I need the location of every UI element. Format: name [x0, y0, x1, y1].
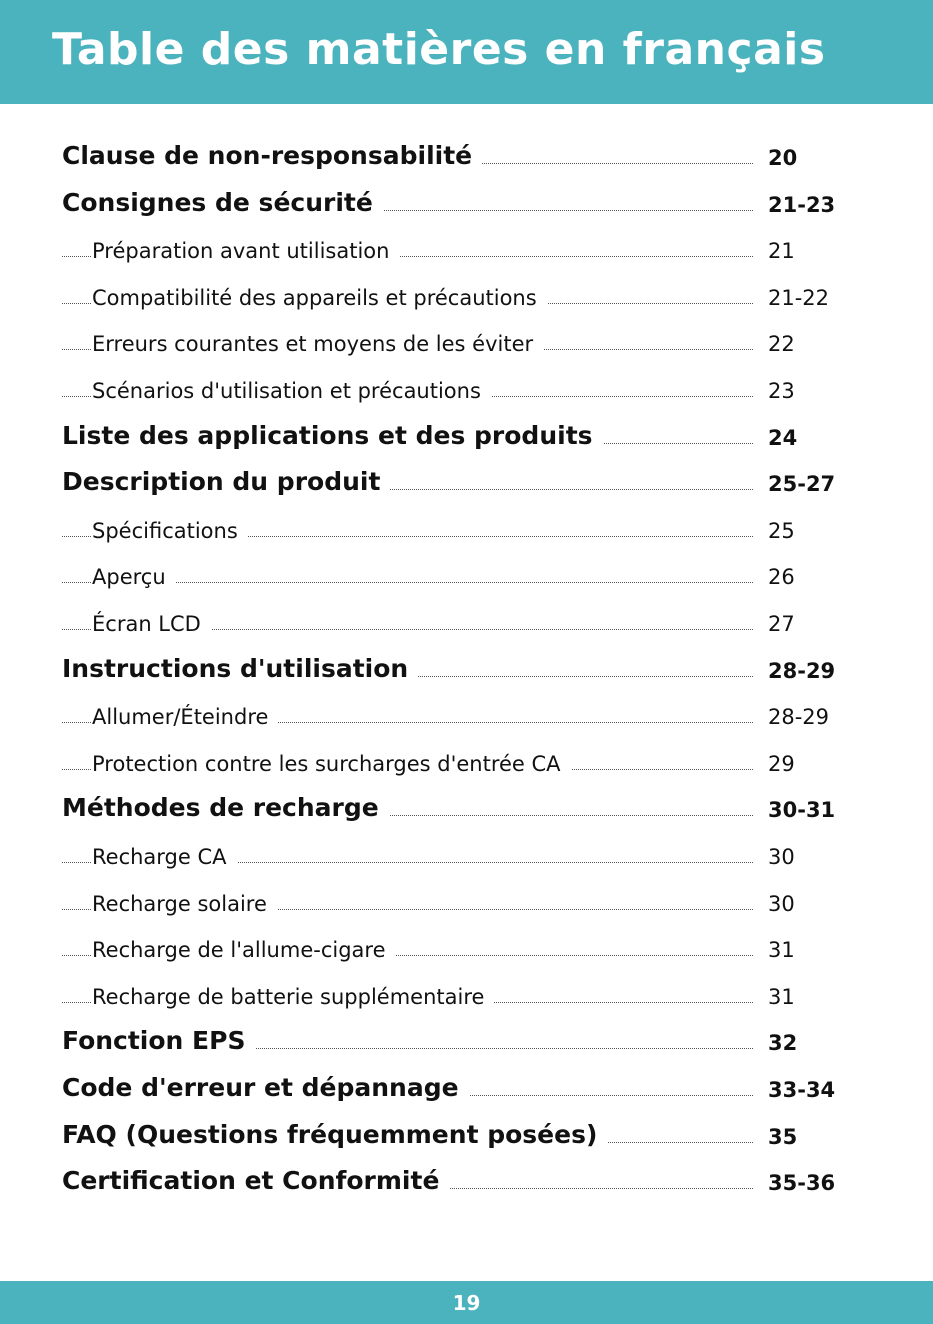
toc-entry[interactable]: [0, 888, 933, 918]
toc-subsection-title: Préparation avant utilisation: [92, 239, 399, 263]
toc-page-number: 30: [768, 891, 795, 916]
page-title: Table des matières en français: [52, 24, 826, 75]
toc-section-title: Clause de non-responsabilité: [62, 141, 482, 170]
toc-entry[interactable]: [0, 1074, 933, 1104]
toc-subsection-title: Scénarios d'utilisation et précautions: [92, 379, 491, 403]
toc-page-number: 22: [768, 332, 795, 357]
toc-section-title: Liste des applications et des produits: [62, 421, 603, 450]
toc-entry[interactable]: [0, 142, 933, 172]
toc-subsection-title: Protection contre les surcharges d'entrée CA: [92, 752, 571, 776]
header-bar: [0, 0, 933, 104]
toc-entry[interactable]: [0, 1027, 933, 1057]
toc-entry[interactable]: [0, 934, 933, 964]
toc-subsection-title: Spécifications: [92, 519, 248, 543]
toc-section-title: Description du produit: [62, 467, 390, 496]
toc-page-number: 25: [768, 518, 795, 543]
toc-page-number: 27: [768, 612, 795, 636]
toc-entry[interactable]: [0, 235, 933, 265]
toc-entry[interactable]: [0, 981, 933, 1011]
toc-page-number: 32: [768, 1031, 798, 1056]
toc-page-number: 21: [768, 239, 795, 264]
toc-entry[interactable]: [0, 608, 933, 638]
toc-subsection-title: Recharge solaire: [92, 892, 277, 916]
toc-section-title: Certification et Conformité: [62, 1166, 449, 1195]
toc-page-number: 25-27: [768, 472, 836, 497]
toc-entry[interactable]: [0, 841, 933, 871]
toc-page-number: 29: [768, 751, 795, 776]
toc-entry[interactable]: [0, 701, 933, 731]
toc-section-title: Méthodes de recharge: [62, 793, 389, 822]
toc-entry[interactable]: [0, 282, 933, 312]
toc-entry[interactable]: [0, 748, 933, 778]
toc-section-title: FAQ (Questions fréquemment posées): [62, 1120, 607, 1149]
toc-subsection-title: Allumer/Éteindre: [92, 705, 278, 729]
toc-page-number: 31: [768, 984, 795, 1009]
toc-entry[interactable]: [0, 655, 933, 685]
toc-entry[interactable]: [0, 515, 933, 545]
toc-subsection-title: Recharge CA: [92, 845, 237, 869]
toc-entry[interactable]: [0, 1121, 933, 1151]
toc-page-number: 24: [768, 425, 798, 450]
toc-section-title: Instructions d'utilisation: [62, 654, 418, 683]
toc-page-number: 23: [768, 379, 795, 403]
toc-entry[interactable]: [0, 1167, 933, 1197]
toc-page-number: 35-36: [768, 1171, 836, 1196]
page-number: 19: [452, 1291, 481, 1315]
toc-page-number: 30-31: [768, 798, 836, 823]
toc-page-number: 30: [768, 845, 795, 869]
toc-page-number: 35: [768, 1124, 798, 1149]
toc-page-number: 26: [768, 565, 795, 590]
toc-subsection-title: Recharge de l'allume-cigare: [92, 938, 396, 962]
footer-bar: [0, 1281, 933, 1324]
toc-subsection-title: Écran LCD: [92, 612, 211, 636]
toc-page-number: 28-29: [768, 658, 836, 683]
toc-subsection-title: Aperçu: [92, 565, 176, 589]
toc-subsection-title: Compatibilité des appareils et précautions: [92, 286, 547, 310]
toc-entry[interactable]: [0, 794, 933, 824]
toc-subsection-title: Recharge de batterie supplémentaire: [92, 985, 494, 1009]
toc-page-number: 21-23: [768, 192, 836, 217]
toc-entry[interactable]: [0, 468, 933, 498]
toc-subsection-title: Erreurs courantes et moyens de les éviter: [92, 332, 543, 356]
toc-section-title: Code d'erreur et dépannage: [62, 1073, 469, 1102]
toc-page-number: 28-29: [768, 705, 830, 730]
toc-section-title: Consignes de sécurité: [62, 188, 383, 217]
toc-entry[interactable]: [0, 328, 933, 358]
toc-page-number: 20: [768, 146, 798, 170]
toc-entry[interactable]: [0, 561, 933, 591]
toc-entry[interactable]: [0, 189, 933, 219]
toc-page-number: 21-22: [768, 285, 830, 310]
toc-entry[interactable]: [0, 422, 933, 452]
toc-page-number: 33-34: [768, 1078, 836, 1102]
toc-section-title: Fonction EPS: [62, 1026, 255, 1055]
toc-entry[interactable]: [0, 375, 933, 405]
toc-page-number: 31: [768, 938, 795, 963]
